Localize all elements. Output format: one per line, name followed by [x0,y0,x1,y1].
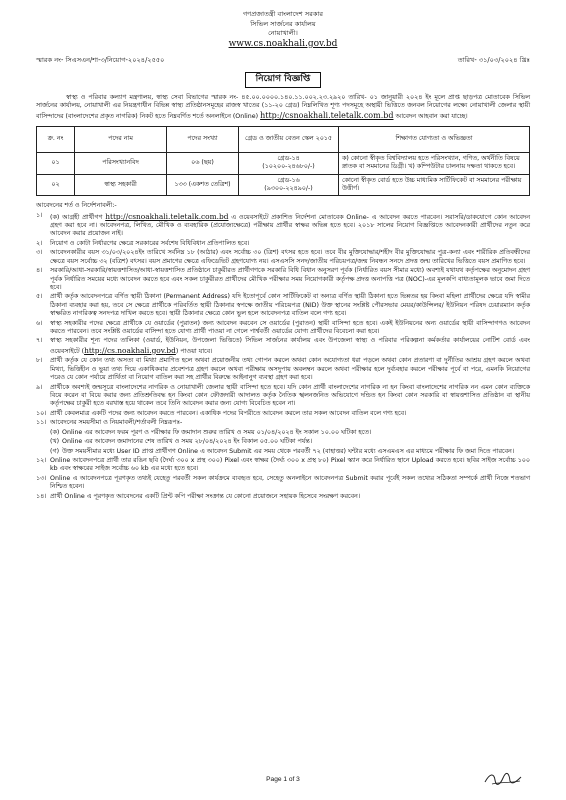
header-post-name: পদের নাম [75,127,167,153]
subterm-number: (ক) [50,428,60,436]
signature-icon [482,770,524,788]
row-post-name: পরিসংখ্যানবিদ [75,153,167,175]
term-text: সরকারি/আধা-সরকারি/স্বায়ত্তশাসিত/আধা-স্বায়ত্তশাসিত প্রতিষ্ঠানে চাকুরীরত প্রার্থীগণকে সরকারি বিধি বিধান অনুসরণ পূর্বক (নির্ধারিত বয়স সীমার মধ্যে) অবশ্যই যথাযথ কর্তৃপক্ষের অনুমোদন গ্রহণ পূর্বক নির্ধারিত সময়ের মধ্যে আবেদন করতে হবে এবং সকল চাকুরীরত প্রার্থীদের মৌখিক পরীক্ষার সময় নিয়োগকারী কর্তৃপক্ষ প্রদত্ত অনাপত্তি পত্র (NOC)-এর মূলকপি বাধ্যতামূলক ভাবে জমা দিতে হবে। [50,267,530,291]
subterm-item [36,438,530,446]
term-number: ৬। [36,319,43,327]
posts-table [36,126,530,196]
term-item [36,475,530,492]
term-text: প্রার্থী কেবলমাত্র একটি পদের জন্য আবেদন করতে পারবেন। একাধিক পদের বিপরীতে আবেদন করলে তার সকল আবেদন বাতিল বলে গণ্য হবে। [50,409,407,417]
intro-paragraph [36,94,530,121]
notice-title: নিয়োগ বিজ্ঞপ্তি [245,72,322,88]
term-item [36,384,530,409]
government-name: গণপ্রজাতন্ত্রী বাংলাদেশ সরকার [242,10,324,18]
row-pay-scale: (১০২০০-২৪৬৮০/-) [262,163,315,171]
row-grade-cell [239,174,339,196]
term-number: ৭। [36,337,43,345]
term-link[interactable]: http://csnoakhali.teletalk.com.bd [105,211,229,221]
subterm-text: উক্ত সময়সীমার মধ্যে User ID প্রাপ্ত প্রার্থীগণ Online এ আবেদন Submit এর সময় থেকে পরবর্তী ৭২ (বাহাত্তর) ঘন্টার মধ্যে এসএমএস এর মাধ্যমে পরীক্ষার ফি জমা দিতে পারবেন। [62,447,514,455]
table-header-row [37,127,530,153]
subterm-item [36,448,530,456]
term-item [36,357,530,382]
term-text: নিয়োগ ও কোটা নির্ধারণের ক্ষেত্রে সরকারের সর্বশেষ বিধিবিধান প্রতিপালিত হবে। [50,239,250,247]
term-number: ১১। [36,419,47,427]
term-number: ৫। [36,293,43,301]
table-row [37,174,530,196]
term-number: ৩। [36,249,43,257]
header-serial: ক্র. নং [37,127,75,153]
term-number: ১৩। [36,474,47,482]
term-item [36,212,530,239]
term-item [36,320,530,337]
terms-heading: আবেদনের শর্ত ও নির্দেশনাবলী:- [36,202,117,210]
intro-text: স্বাস্থ্য ও পরিবার কল্যাণ মন্ত্রণালয়, স্বাস্থ্য সেবা বিভাগের স্মারক নং- ৪৫.০০.০০০০.১৪০.১১.০০২.২৩.২৯২০ তারিখ- ০১ জানুয়ারী ২০২৪ ইং মূলে প্রাপ্ত ছাড়পত্র মোতাবেক সিভিল সার্জনের কার্যালয়, নোয়াখালী এর নিয়ন্ত্রণাধীন বিভিন্ন স্বাস্থ্য প্রতিষ্ঠানসমূহের রাজস্ব খাতের (১১-২০ গ্রেড) নিম্নলিখিত শূণ্য পদসমূহে অস্থায়ী ভিত্তিতে জনবল নিয়োগের লক্ষ্যে নোয়াখালী জেলার স্থায়ী বাসিন্দাদের (বাংলাদেশের প্রকৃত নাগরিক) নিকট হতে নিম্নবর্ণিত শর্তে অনলাইনে (Online) [36,93,530,120]
term-text: স্বাস্থ্য সহকারীর পদের ক্ষেত্রে প্রার্থীকে যে ওয়ার্ডের (পুরাতন) জন্য আবেদন করবেন সে ওয়ার্ডের (পুরাতন) স্থায়ী বাসিন্দা হতে হবে। একই ইউনিয়নের অন্য ওয়ার্ডের স্থায়ী বাসিন্দাগণও আবেদন করতে পারবেন। তবে সংশ্লিষ্ট ওয়ার্ডের বাসিন্দা হতে যোগ্য প্রার্থী পাওয়া না গেলে পার্শ্ববর্তী ওয়ার্ডের যোগ্য প্রার্থীদের বিবেচনা করা হবে। [50,319,530,335]
row-grade: গ্রেড-১৬ [277,176,300,184]
term-text: আবেদনকারীর বয়স ৩১/০৩/২০২৪ইং তারিখে সর্বনিম্ন ১৮ (আঠার) এবং সর্বোচ্চ ৩০ (ত্রিশ) বৎসর হতে হবে। তবে বীর মুক্তিযোদ্ধার/শহীদ বীর মুক্তিযোদ্ধার পুত্র-কন্যা এবং শারীরিক প্রতিবন্ধীদের ক্ষেত্রে বয়স সর্বোচ্চ ৩২ (বত্রিশ) বৎসর। বয়স প্রমাণের ক্ষেত্রে এফিডেভিট গ্রহণযোগ্য নয়। এসএসসি সনদ/জাতীয় পরিচয়পত্র/জন্ম নিবন্ধন সনদে প্রদত্ত জন্ম তারিখের ভিত্তিতে বয়স প্রমাণিত হবে। [50,249,530,265]
memo-number: স্মারক নং- সিএসএন/শা-৩/নিয়োগ-২০২৪/২৫৫০ [36,56,165,65]
subterm-item [36,429,530,437]
term-number: ৮। [36,357,43,365]
term-item [36,493,530,501]
application-link[interactable]: http://csnoakhali.teletalk.com.bd [260,110,394,120]
office-website[interactable]: www.cs.noakhali.gov.bd [228,38,338,49]
term-item [36,267,530,292]
term-item [36,249,530,266]
term-text: প্রার্থীকে অবশ্যই জন্মসূত্রে বাংলাদেশের নাগরিক ও নোয়াখালী জেলার স্থায়ী বাসিন্দা হতে হবে। যদি কোন প্রার্থী বাংলাদেশের নাগরিক না হন কিংবা বাংলাদেশের নাগরিক নন এমন কোন ব্যক্তিকে বিয়ে করেন বা বিয়ে করার জন্য প্রতিশ্রুতিবদ্ধ হন কিংবা কোন ফৌজদারী আদালত কর্তৃক নৈতিক স্খলনজনিত অভিযোগে দন্ডিত হন কিংবা কোন সরকারি বা স্বায়ত্তশাসিত প্রতিষ্ঠান বা স্থানীয় কর্তৃপক্ষের চাকুরী হতে বরখাস্ত হয়ে থাকেন তবে তিনি আবেদন করার জন্য যোগ্য বিবেচিত হবেন না। [50,383,530,408]
term-number: ৯। [36,383,43,391]
row-serial: ০১ [37,153,75,175]
terms-list [36,212,530,501]
row-serial: ০২ [37,174,75,196]
term-number: ১০। [36,409,47,417]
subterm-text: Online এর আবেদন জমাদানের শেষ তারিখ ও সময় ২৮/০৪/২০২৪ ইং বিকাল ০৫.০০ ঘটিকা পর্যন্ত। [62,438,312,446]
term-text: আবেদনের সময়সীমা ও নিয়মাবলী/শর্তাবলী নিম্নরূপঃ- [50,419,183,427]
term-number: ৪। [36,267,43,275]
subterm-number: (গ) [50,447,60,455]
row-qualification: কোনো স্বীকৃত বোর্ড হতে উচ্চ মাধ্যমিক সার্টিফিকেট বা সমমানের পরীক্ষায় উত্তীর্ণ। [339,174,530,196]
letterhead [36,0,530,50]
term-number: ১। [36,211,43,219]
intro-text-end: আবেদন আহবান করা যাচ্ছে। [395,112,468,120]
term-text-a: স্বাস্থ্য সহকারীর শূন্য পদের তালিকা (ওয়ার্ড, ইউনিয়ন, উপজেলা ভিত্তিতে) সিভিল সার্জনের কার্যালয় এবং উপজেলা স্বাস্থ্য ও পরিবার পরিকল্পনা কর্মকর্তার কার্যালয়ের নোটিশ বোর্ড এবং ওয়েবসাইটে ( [50,337,530,355]
term-text: প্রার্থী কর্তৃক আবেদনপত্রে বর্ণিত স্থায়ী ঠিকানা (Permanent Address) যদি ইতোপূর্বে কোন সার্টিফিকেট বা অন্যত্র বর্ণিত স্থায়ী ঠিকানা হতে ভিন্নতর হয় কিংবা মহিলা প্রার্থীদের ক্ষেত্রে যদি স্বামীর ঠিকানা ব্যবহার করা হয়, তবে সে ক্ষেত্রে প্রার্থীকে পরিবর্তিত স্থায়ী ঠিকানার স্বপক্ষে জাতীয় পরিচয়পত্র (NID) উক্ত স্থানের সংশ্লিষ্ট পৌরসভার মেয়র/কাউন্সিলর/ ইউনিয়ন পরিষদ চেয়ারম্যান কর্তৃক স্বাক্ষরিত নাগরিকত্ব সনদপত্র দাখিল করতে হবে। স্থায়ী ঠিকানার ক্ষেত্রে কোন ভুল হলে আবেদনপত্র বাতিল বলে গণ্য হবে। [50,293,530,317]
term-text: Online এ আবেদনপত্রে পূরণকৃত তথ্যই যেহেতু পরবর্তী সকল কার্যক্রমে ব্যবহৃত হবে, সেহেতু অনলাইনে আবেদনপত্র Submit করার পূর্বেই সকল তথ্যের সঠিকতা সম্পর্কে প্রার্থী নিজে শতভাগ নিশ্চিত হবেন। [50,474,530,490]
memo-date: তারিখ- ৩১/০৩/২০২৪ খ্রিঃ [457,56,530,65]
page-number: Page 1 of 3 [266,776,300,783]
term-text: Online আবেদনপত্রে প্রার্থী তার রঙিন ছবি (দৈর্ঘ্য ৩০০ x প্রস্থ ৩০০) Pixel এবং স্বাক্ষর (দৈর্ঘ্য ৩০০ x প্রস্থ ৮০) Pixel স্ক্যান করে নির্ধারিত স্থানে Upload করতে হবে। ছবির সাইজ সর্বোচ্চ ১০০ kb এবং স্বাক্ষরের সাইজ সর্বোচ্চ ৬০ kb এর মধ্যে হতে হবে। [50,456,530,473]
row-post-count: ০৬ (ছয়) [167,153,239,175]
term-text-b: ) পাওয়া যাবে। [175,347,213,355]
row-qualification: ক) কোনো স্বীকৃত বিশ্ববিদ্যালয় হতে পরিসংখ্যান, গণিত, অর্থনীতি বিষয়ে স্নাতক বা সমমানের ডিগ্রী। খ) কম্পিউটার চালনায় দক্ষতা থাকতে হবে। [339,153,530,175]
term-item [36,419,530,427]
office-name: সিভিল সার্জনের কার্যালয় [250,19,316,28]
header-grade: গ্রেড ও জাতীয় বেতন স্কেল ২০১৫ [239,127,339,153]
notice-title-box [36,72,530,88]
row-post-count: ১৩৩ (একশত তেত্রিশ) [167,174,239,196]
term-item [36,293,530,318]
term-link[interactable]: http://cs.noakhali.gov.bd [84,345,176,355]
term-text-b: এ ওয়েবসাইটে প্রকাশিত নির্দেশনা মোতাবেক Online- এ আবেদন করতে পারবেন। সরাসরি/ডাকযোগে কোন আবেদন গ্রহণ করা হবে না। আবেদনপত্র, লিখিত, মৌখিক ও ব্যবহারিক (প্রযোজ্যক্ষেত্রে) পরীক্ষায় প্রার্থীর স্বাক্ষর অভিন্ন হতে হবে। ২০১৮ সালের নিয়োগ বিজ্ঞপ্তিতে আবেদনকারী প্রার্থীদের নতুন করে আবেদন করার প্রয়োজন নাই। [50,213,530,238]
term-number: ১৪। [36,492,47,500]
subterm-text: Online এর আবেদন ফরম পূরণ ও পরীক্ষার ফি জমাদান শুরুর তারিখ ও সময় ০১/০৪/২০২৪ ইং সকাল ১০.০০ ঘটিকা হতে। [62,428,372,436]
term-text [50,212,530,239]
term-number: ১২। [36,456,47,464]
term-text [50,337,530,356]
term-text: প্রার্থী Online এ পূরণকৃত আবেদনের একটি প্রিন্ট কপি পরীক্ষা সংক্রান্ত যে কোনো প্রয়োজনে সহায়ক হিসেবে সংরক্ষণ করবেন। [50,492,360,500]
term-item [36,410,530,418]
header-post-count: পদের সংখ্যা [167,127,239,153]
reference-row [36,56,530,65]
term-item [36,240,530,248]
table-row [37,153,530,175]
term-text-a: (ক) আগ্রহী প্রার্থীগণ [50,213,103,221]
term-text: প্রার্থী কর্তৃক যে কোন তথ্য অসত্য বা মিথ্যা প্রমাণিত হলে অথবা প্রয়োজনীয় তথ্য গোপন করলে অথবা কোন অযোগ্যতা ধরা পড়লে অথবা কোন প্রতারণা বা দুর্নীতির আশ্রয় গ্রহণ করলে অথবা মিথ্যা, ভিত্তিহীন ও ভুয়া তথ্য দিয়ে একাধিকবার প্রবেশপত্র গ্রহণ করলে অথবা পরীক্ষায় অসদুপায় অবলম্বন করলে অথবা পরীক্ষার হলে দুর্ব্যবহার করলে পরীক্ষার পূর্বে বা পরে, এমনকি নিয়োগের পরেও যে কোন পর্যায়ে প্রার্থিতা বা নিয়োগ বাতিল করা সহ প্রার্থীর বিরুদ্ধে আইনানুগ ব্যবস্থা গ্রহণ করা হবে। [50,357,530,381]
header-qualification: শিক্ষাগত যোগ্যতা ও অভিজ্ঞতা [339,127,530,153]
term-item [36,337,530,356]
term-item [36,457,530,474]
district-name: নোয়াখালী। [268,29,298,38]
term-number: ২। [36,239,43,247]
row-grade-cell [239,153,339,175]
subterm-number: (খ) [50,438,60,446]
row-pay-scale: (৯৩০০-২২৪৯০/-) [264,184,313,192]
row-grade: গ্রেড-১৪ [277,155,300,163]
row-post-name: স্বাস্থ্য সহকারী [75,174,167,196]
